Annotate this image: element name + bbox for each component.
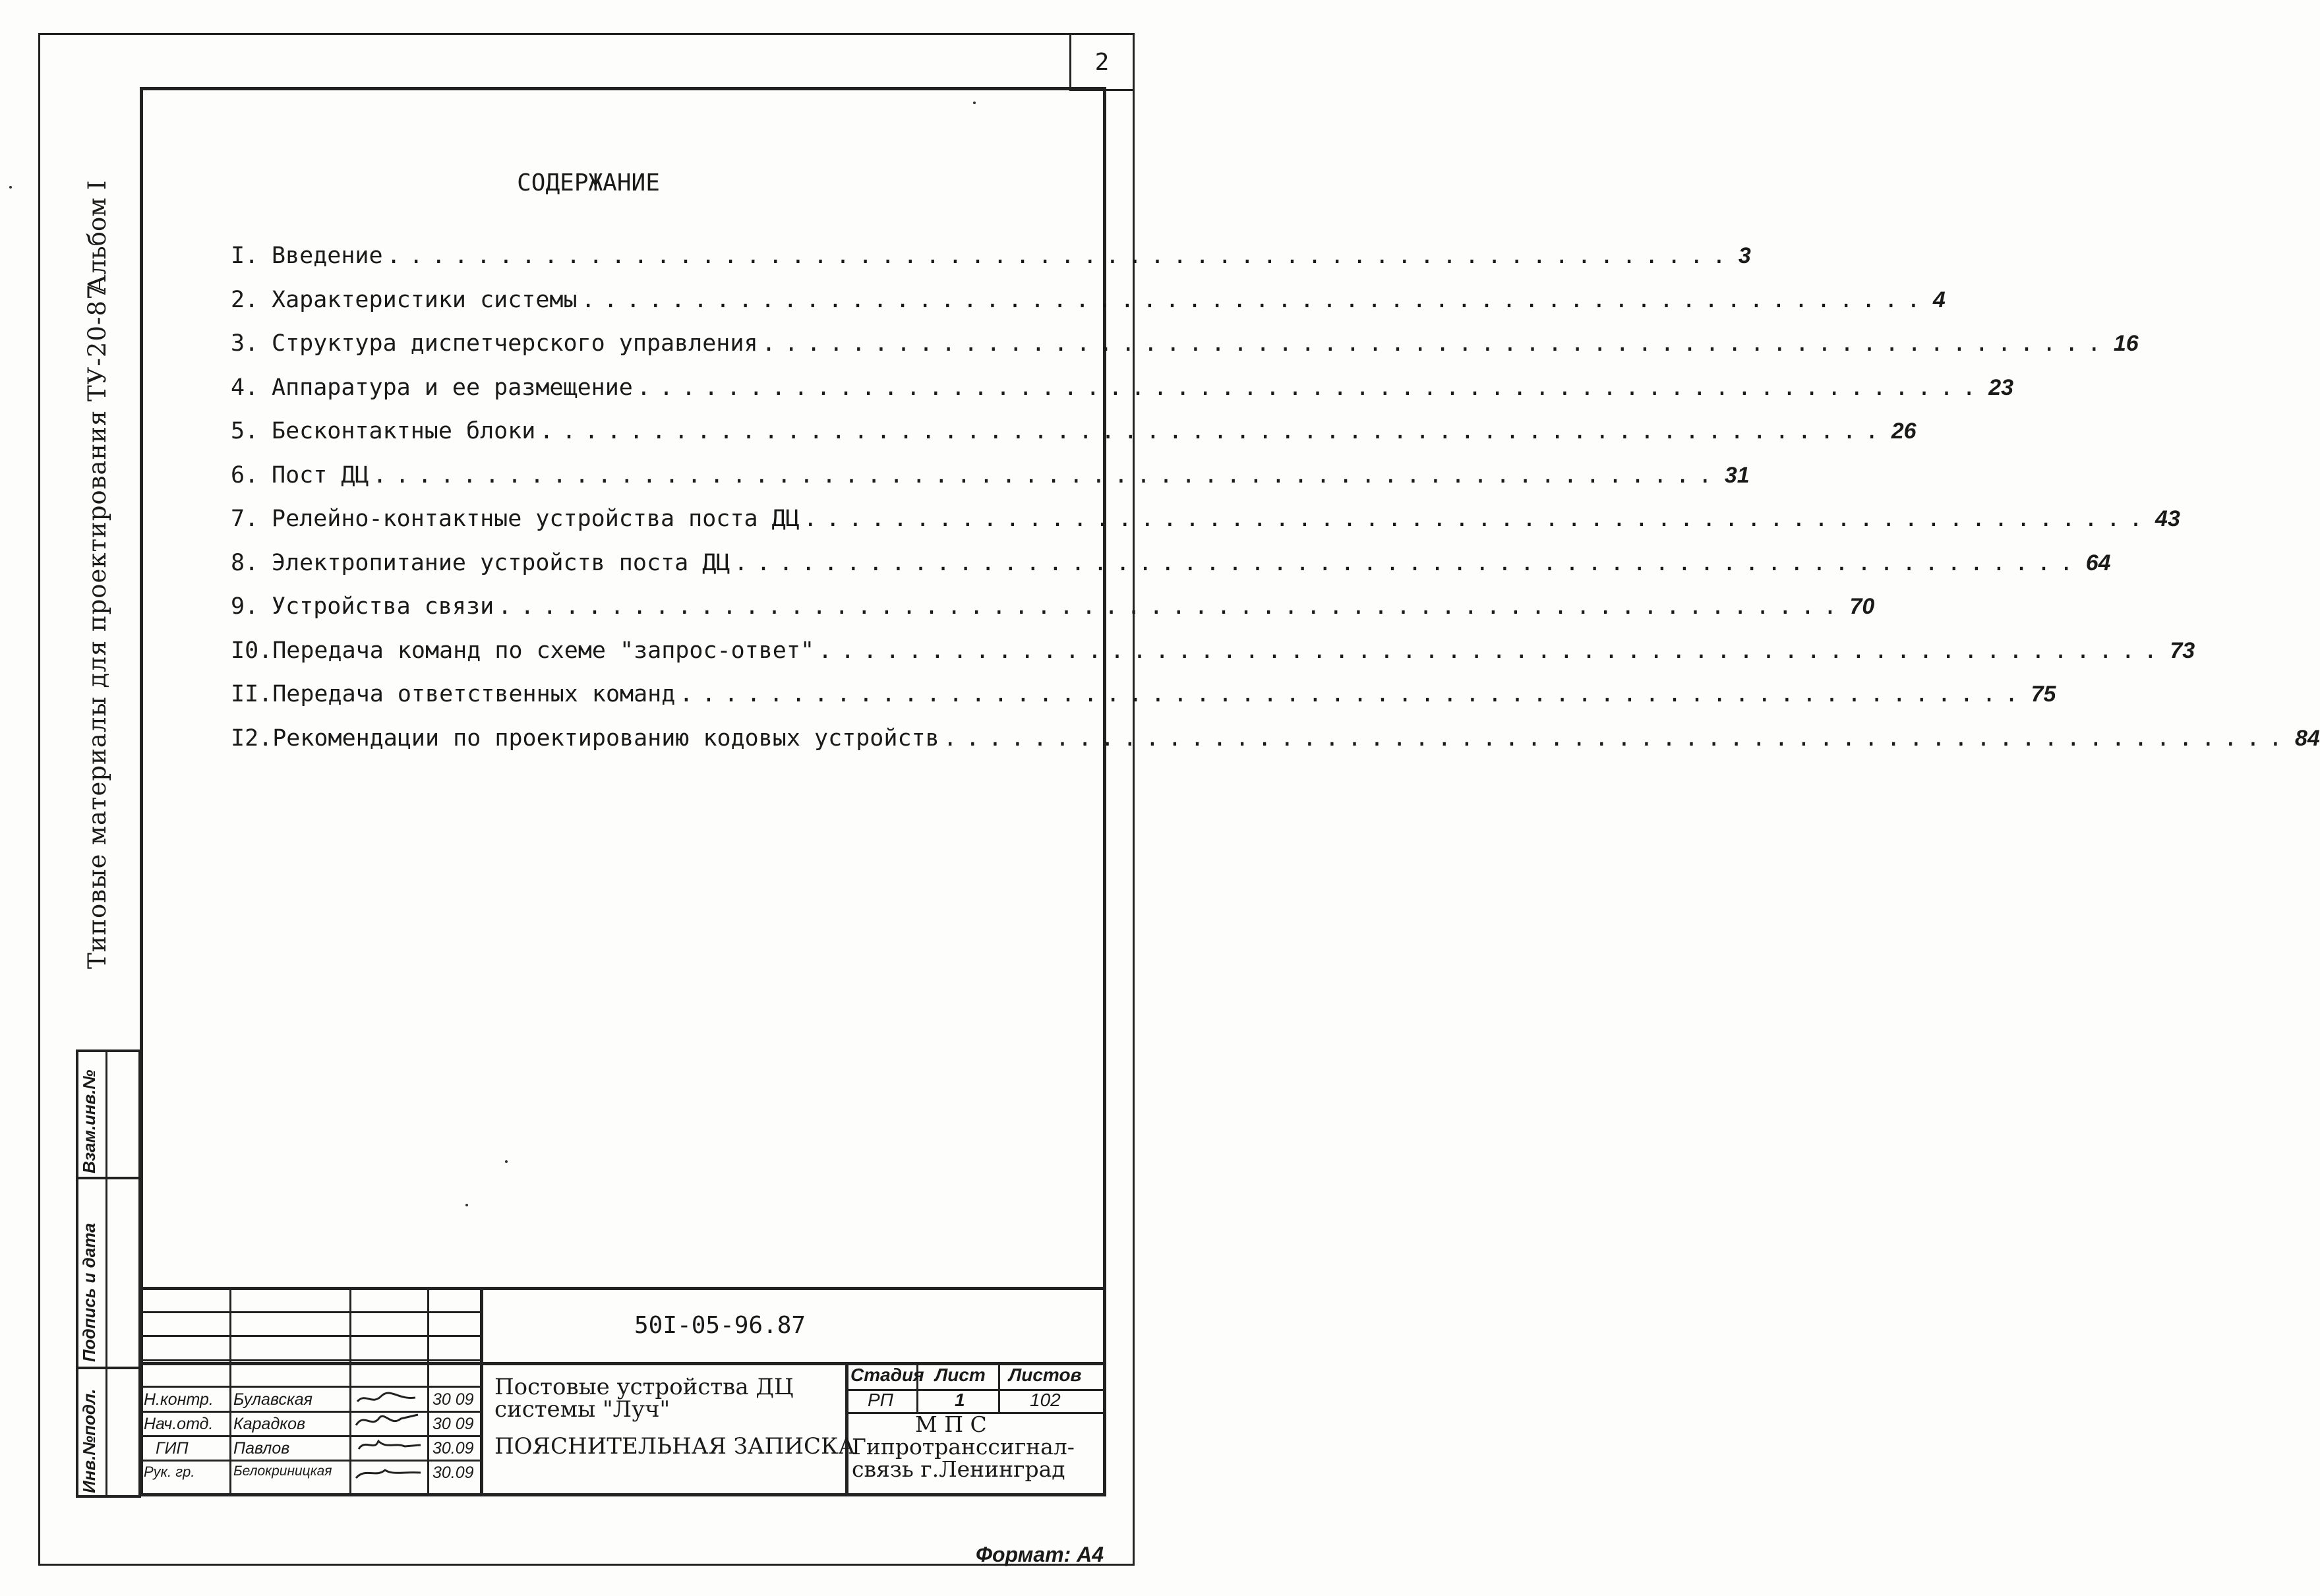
toc-heading: Введение [272,243,383,269]
strip-label-replace-inv: Взам.инв.№ [79,1069,99,1173]
sheets-value: 102 [1030,1390,1061,1410]
strip-label-sign-date: Подпись и дата [79,1223,99,1362]
toc-number: 9. [231,593,259,620]
sig-role: Нач.отд. [144,1415,214,1433]
toc-heading: Релейно-контактные устройства поста ДЦ [272,506,800,532]
toc-heading: Аппаратура и ее размещение [272,374,633,401]
toc-page-number: 75 [2031,682,2056,707]
toc-row [231,549,2111,594]
org-line1: М П С [915,1411,987,1437]
toc-page-number: 84 [2294,725,2320,751]
toc-row [231,286,1946,331]
sheet-label: Лист [935,1365,986,1385]
toc-row [231,681,2056,725]
toc-page-number: 3 [1738,243,1751,268]
toc-heading: Передача команд по схеме "запрос-ответ" [272,637,815,664]
document-title-line2: системы "Луч" [494,1396,670,1423]
stage-label: Стадия [850,1365,924,1385]
toc-page-number: 26 [1891,419,1917,444]
strip-label-inv-original: Инв.№подл. [79,1388,99,1493]
org-line2: Гипротранссигнал- [852,1434,1075,1460]
toc-number: II. [231,681,273,707]
toc-leader-dots: ............................................................ [539,418,1888,444]
toc-heading: Передача ответственных команд [272,681,676,707]
sig-date: 30 09 [432,1415,474,1433]
toc-page-number: 43 [2155,506,2180,531]
toc-leader-dots: ............................................................ [761,330,2110,357]
toc-leader-dots: ............................................................ [386,243,1735,269]
sig-name: Павлов [233,1439,290,1458]
toc-row [231,593,1875,637]
toc-row [231,374,2014,419]
title-block [140,1287,1106,1496]
sheet-value: 1 [955,1390,965,1410]
toc-leader-dots: ............................................................ [498,593,1846,620]
toc-number: 7. [231,506,259,532]
sig-name: Карадков [233,1415,306,1433]
toc-number: 3. [231,330,259,357]
toc-heading: Рекомендации по проектированию кодовых устройств [272,724,939,752]
sig-date: 30.09 [432,1463,474,1482]
sheet-number: 2 [1069,33,1135,91]
toc-page-number: 23 [1988,374,2014,400]
toc-row [231,506,2180,550]
toc-page-number: 73 [2170,637,2195,663]
toc-page-number: 4 [1932,287,1946,312]
sig-role: Н.контр. [144,1390,214,1409]
toc-row [231,637,2195,682]
toc-heading: Электропитание устройств поста ДЦ [272,549,730,576]
sig-date: 30.09 [432,1439,474,1458]
toc-number: 6. [231,461,259,488]
toc-heading: Устройства связи [272,593,494,620]
toc-leader-dots: ............................................................ [679,681,2027,707]
format-label: Формат: А4 [976,1543,1104,1566]
toc-leader-dots: ............................................................ [581,286,1929,313]
table-of-contents [231,243,2320,769]
toc-heading: Структура диспетчерского управления [272,330,758,357]
toc-title: СОДЕРЖАНИЕ [517,169,660,196]
toc-number: I. [231,243,259,269]
stage-value: РП [868,1390,893,1410]
toc-page-number: 70 [1849,594,1875,619]
toc-number: 2. [231,286,259,313]
handwritten-signatures [352,1386,425,1491]
sig-date: 30 09 [432,1390,474,1409]
toc-row [231,243,1751,287]
document-code: 50I-05-96.87 [634,1312,806,1339]
sig-name: Белокриницкая [233,1463,332,1479]
document-type: ПОЯСНИТЕЛЬНАЯ ЗАПИСКА [494,1433,856,1460]
toc-leader-dots: ............................................................ [803,506,2152,532]
toc-row [231,418,1917,462]
toc-row [231,330,2139,374]
toc-heading: Пост ДЦ [272,461,369,488]
org-line3: связь г.Ленинград [852,1456,1065,1482]
sheets-label: Листов [1009,1365,1082,1385]
toc-number: I0. [231,637,273,664]
toc-page-number: 31 [1724,462,1750,488]
toc-leader-dots: ............................................................ [943,724,2291,752]
toc-leader-dots: ............................................................ [818,637,2166,664]
strip-divider [76,1177,141,1179]
toc-heading: Характеристики системы [272,286,578,313]
toc-leader-dots: ............................................................ [636,374,1985,401]
document-title-line1: Постовые устройства ДЦ [494,1374,794,1400]
sig-name: Булавская [233,1390,313,1409]
toc-page-number: 64 [2085,550,2111,576]
toc-number: I2. [231,724,273,752]
strip-inner-line [105,1049,107,1498]
side-album: Альбом I [83,180,111,293]
toc-leader-dots: ............................................................ [734,549,2082,576]
strip-divider [76,1367,141,1369]
toc-page-number: 16 [2113,331,2139,356]
sig-role: ГИП [156,1439,189,1458]
toc-leader-dots: ............................................................ [372,461,1721,488]
side-title: Типовые материалы для проектирования ТУ-20-87 [83,283,111,969]
toc-number: 8. [231,549,259,576]
toc-number: 4. [231,374,259,401]
toc-heading: Бесконтактные блоки [272,418,536,444]
sig-role: Рук. гр. [144,1463,195,1480]
toc-row [231,724,2320,769]
toc-row [231,461,1750,506]
toc-number: 5. [231,418,259,444]
